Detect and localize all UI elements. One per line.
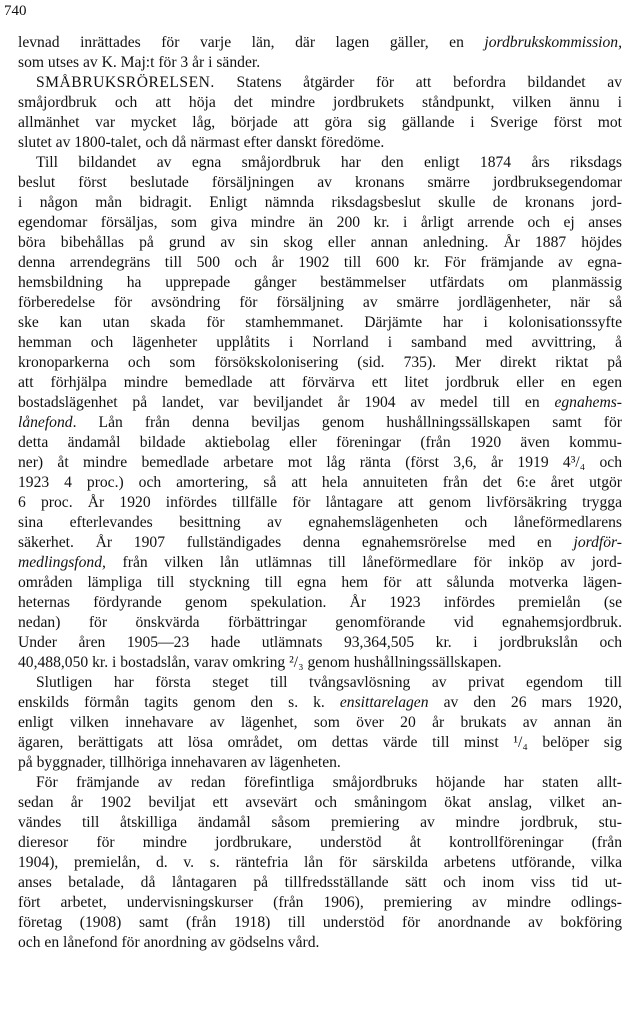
text-line: böra bibehållas på grund av sin skog eller annan anledning. År 1887 höjdes bbox=[18, 234, 622, 251]
text-line: Till bildandet av egna småjordbruk har den enligt 1874 års riksdags bbox=[36, 154, 622, 171]
section-heading: SMÅBRUKSRÖRELSEN. bbox=[36, 74, 215, 91]
text-line: anses betalade, då låntagaren på tillfredsställande sätt och inom viss tid ut- bbox=[18, 874, 622, 891]
text-line: 1904), premielån, d. v. s. räntefria lån för särskilda arbetens utförande, vilka bbox=[18, 854, 622, 871]
paragraph bbox=[18, 673, 622, 773]
text-line: 6 proc. År 1920 infördes tillfälle för låntagare att genom livförsäkring trygga bbox=[18, 494, 622, 511]
text-line: egendomar försäljas, som giva mindre än 200 kr. i årligt arrende och ej anses bbox=[18, 214, 622, 231]
text-line: sedan år 1902 beviljat ett avsevärt och småningom ökat anslag, vilket an- bbox=[18, 794, 622, 811]
text-line: allmänhet var mycket låg, började att göra sig gällande i Sverige först mot bbox=[18, 114, 622, 131]
text-line: Under åren 1905—23 hade utlämnats 93,364,505 kr. i jordbrukslån och bbox=[18, 634, 622, 651]
text-line: säkerhet. År 1907 fullständigades denna egnahemsrörelse med en jordför- bbox=[18, 534, 622, 551]
page-number: 740 bbox=[4, 3, 27, 19]
text-line: heternas fördyrande genom spekulation. År 1923 infördes premielån (se bbox=[18, 594, 622, 611]
text-line: dieresor för mindre jordbrukare, understöd åt kontrollföreningar (från bbox=[18, 834, 622, 851]
text-line: denna arrendegräns till 500 och år 1902 till 600 kr. För främjande av egna- bbox=[18, 254, 622, 271]
text-line: lånefond. Lån från denna beviljas genom hushållningssällskapen samt för bbox=[18, 414, 622, 431]
text-line: 1923 4 proc.) och amortering, så att hela annuiteten från det 6:e året utgör bbox=[18, 474, 622, 491]
text-line: hemman och lägenheter upplåtits i Norrland i samband med avvittring, å bbox=[18, 334, 622, 351]
text-line: och en lånefond för anordning av gödselns vård. bbox=[18, 934, 320, 951]
text-line: sina efterlevandes besittning av egnahemslägenheten och låneförmedlarens bbox=[18, 514, 622, 531]
text-line: medlingsfond, från vilken lån utlämnas till låneförmedlare för inköp av jord- bbox=[18, 554, 622, 571]
text-line: levnad inrättades för varje län, där lagen gäller, en jordbrukskommission, bbox=[18, 34, 622, 51]
text-line: företag (1908) samt (från 1918) till understöd för anordnande av bokföring bbox=[18, 914, 622, 931]
paragraph bbox=[18, 153, 622, 673]
text-line: bostadslägenhet på landet, var beviljandet år 1904 av medel till en egnahems- bbox=[18, 394, 622, 411]
text-line: att förhjälpa mindre bemedlade att förvärva ett litet jordbruk eller en egen bbox=[18, 374, 622, 391]
text-line: ägaren, berättigats att lösa området, om dettas värde till minst ¹/₄ belöper sig bbox=[18, 734, 622, 751]
body-text bbox=[18, 33, 622, 953]
text-line: SMÅBRUKSRÖRELSEN. Statens åtgärder för att befordra bildandet av bbox=[36, 74, 622, 91]
paragraph bbox=[18, 33, 622, 73]
text-line: enligt vilken innehavare av lägenhet, som över 20 år brukats av annan än bbox=[18, 714, 622, 731]
text-line: fört arbetet, undervisningskurser (från 1906), premiering av mindre odlings- bbox=[18, 894, 622, 911]
text-line: hemsbildning ha upprepade gånger bestämmelser utfärdats om planmässig bbox=[18, 274, 622, 291]
text-line: ske kan utan skada för stamhemmanet. Därjämte har i kolonisationssyfte bbox=[18, 314, 622, 331]
text-line: områden lämpliga till styckning till egna hem för att sålunda motverka lägen- bbox=[18, 574, 622, 591]
text-line: ner) åt mindre bemedlade arbetare mot låg ränta (först 3,6, år 1919 4³/₄ och bbox=[18, 454, 622, 471]
text-line: i någon mån bidragit. Enligt nämnda riksdagsbeslut skulle de kronans jord- bbox=[18, 194, 622, 211]
text-line: enskilds förmån tagits genom den s. k. ensittarelagen av den 26 mars 1920, bbox=[18, 694, 622, 711]
text-line: beslut först beslutade försäljningen av kronans smärre jordbruksegendomar bbox=[18, 174, 622, 191]
text-line: För främjande av redan förefintliga småjordbruks höjande har staten allt- bbox=[36, 774, 622, 791]
text-line: vändes till åtskilliga ändamål såsom premiering av mindre jordbruk, stu- bbox=[18, 814, 622, 831]
text-line: förberedelse för avsöndring för försäljning av smärre jordlägenheter, när så bbox=[18, 294, 622, 311]
text-line: 40,488,050 kr. i bostadslån, varav omkring ²/₃ genom hushållningssällskapen. bbox=[18, 654, 502, 671]
paragraph bbox=[18, 73, 622, 153]
text-line: Slutligen har första steget till tvångsavlösning av privat egendom till bbox=[36, 674, 622, 691]
text-line: på byggnader, tillhöriga innehavaren av lägenheten. bbox=[18, 754, 341, 771]
paragraph bbox=[18, 773, 622, 953]
text-line: slutet av 1800-talet, och då närmast efter danskt föredöme. bbox=[18, 134, 385, 151]
text-line: som utses av K. Maj:t för 3 år i sänder. bbox=[18, 54, 261, 71]
text-line: kronoparkerna och som försökskolonisering (sid. 735). Mer direkt riktat på bbox=[18, 354, 622, 371]
text-line: småjordbruk och att höja det mindre jordbrukets ståndpunkt, vilken ännu i bbox=[18, 94, 622, 111]
text-line: nedan) för önskvärda förbättringar genomförande vid egnahemsjordbruk. bbox=[18, 614, 622, 631]
text-line: detta ändamål bildade aktiebolag eller föreningar (från 1920 även kommu- bbox=[18, 434, 622, 451]
